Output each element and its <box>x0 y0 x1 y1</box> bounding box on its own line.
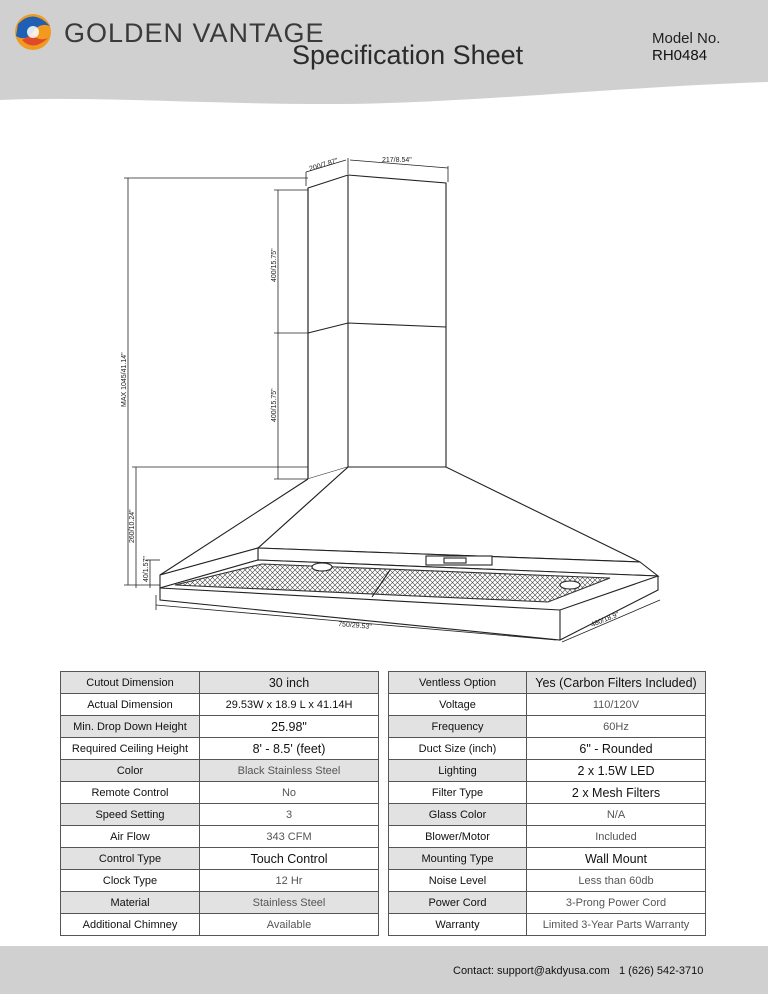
spec-label: Noise Level <box>389 870 527 892</box>
table-row <box>389 694 706 716</box>
spec-label: Clock Type <box>61 870 200 892</box>
spec-value: Stainless Steel <box>200 892 379 914</box>
spec-value: 12 Hr <box>200 870 379 892</box>
table-row <box>61 804 379 826</box>
table-row <box>61 738 379 760</box>
table-row <box>389 870 706 892</box>
dim-depth: 480/18.9" <box>590 611 621 629</box>
spec-label: Power Cord <box>389 892 527 914</box>
spec-label: Control Type <box>61 848 200 870</box>
table-row <box>389 738 706 760</box>
spec-value: 60Hz <box>527 716 706 738</box>
spec-label: Material <box>61 892 200 914</box>
page-title: Specification Sheet <box>292 40 524 70</box>
spec-label: Required Ceiling Height <box>61 738 200 760</box>
spec-label: Voltage <box>389 694 527 716</box>
spec-label: Warranty <box>389 914 527 936</box>
spec-value: Less than 60db <box>527 870 706 892</box>
table-row <box>61 914 379 936</box>
table-row <box>389 782 706 804</box>
spec-label: Air Flow <box>61 826 200 848</box>
spec-value: 6" - Rounded <box>527 738 706 760</box>
dim-hood-height: 260/10.24" <box>129 509 136 543</box>
contact-phone: 1 (626) 542-3710 <box>619 965 704 977</box>
spec-value: Available <box>200 914 379 936</box>
table-row <box>389 716 706 738</box>
brand-name: GOLDEN VANTAGE <box>64 18 325 48</box>
model-number: RH0484 <box>652 47 708 64</box>
spec-value: Touch Control <box>200 848 379 870</box>
spec-table-right <box>388 671 706 936</box>
spec-label: Cutout Dimension <box>61 672 200 694</box>
table-row <box>389 914 706 936</box>
dim-lower-chimney: 400/15.75" <box>271 388 278 422</box>
spec-value: Limited 3-Year Parts Warranty <box>527 914 706 936</box>
spec-value: No <box>200 782 379 804</box>
spec-table-left <box>60 671 379 936</box>
table-row <box>61 870 379 892</box>
spec-label: Glass Color <box>389 804 527 826</box>
dim-max-height: MAX 1045/41.14" <box>121 352 128 407</box>
spec-value: Yes (Carbon Filters Included) <box>527 672 706 694</box>
spec-value: 25.98" <box>200 716 379 738</box>
table-row <box>61 892 379 914</box>
dim-chimney-depth: 200/7.87" <box>308 157 340 173</box>
brand-logo-icon <box>10 12 56 52</box>
spec-label: Ventless Option <box>389 672 527 694</box>
contact-email: Contact: support@akdyusa.com <box>453 965 610 977</box>
table-row <box>61 848 379 870</box>
model-label: Model No. <box>652 30 721 47</box>
spec-label: Frequency <box>389 716 527 738</box>
dim-width: 750/29.53" <box>337 621 372 631</box>
spec-value: 29.53W x 18.9 L x 41.14H <box>200 694 379 716</box>
spec-value: 2 x 1.5W LED <box>527 760 706 782</box>
table-row <box>389 804 706 826</box>
dim-chimney-width: 217/8.54" <box>382 157 412 164</box>
table-row <box>61 782 379 804</box>
table-row <box>389 892 706 914</box>
dim-upper-chimney: 400/15.75" <box>271 248 278 282</box>
table-row <box>389 672 706 694</box>
spec-label: Filter Type <box>389 782 527 804</box>
spec-label: Blower/Motor <box>389 826 527 848</box>
table-row <box>61 716 379 738</box>
spec-label: Additional Chimney <box>61 914 200 936</box>
table-row <box>389 826 706 848</box>
spec-value: 343 CFM <box>200 826 379 848</box>
spec-label: Mounting Type <box>389 848 527 870</box>
spec-label: Speed Setting <box>61 804 200 826</box>
range-hood-drawing <box>110 150 670 650</box>
spec-value: 30 inch <box>200 672 379 694</box>
spec-label: Color <box>61 760 200 782</box>
spec-value: Wall Mount <box>527 848 706 870</box>
spec-label: Actual Dimension <box>61 694 200 716</box>
table-row <box>389 848 706 870</box>
spec-value: Black Stainless Steel <box>200 760 379 782</box>
spec-value: 8' - 8.5' (feet) <box>200 738 379 760</box>
table-row <box>61 694 379 716</box>
spec-value: Included <box>527 826 706 848</box>
spec-label: Lighting <box>389 760 527 782</box>
spec-value: N/A <box>527 804 706 826</box>
table-row <box>61 672 379 694</box>
dim-front-height: 40/1.57" <box>143 556 150 582</box>
spec-label: Duct Size (inch) <box>389 738 527 760</box>
spec-value: 3 <box>200 804 379 826</box>
spec-value: 110/120V <box>527 694 706 716</box>
table-row <box>389 760 706 782</box>
spec-label: Remote Control <box>61 782 200 804</box>
table-row <box>61 760 379 782</box>
spec-label: Min. Drop Down Height <box>61 716 200 738</box>
spec-value: 3-Prong Power Cord <box>527 892 706 914</box>
table-row <box>61 826 379 848</box>
spec-value: 2 x Mesh Filters <box>527 782 706 804</box>
